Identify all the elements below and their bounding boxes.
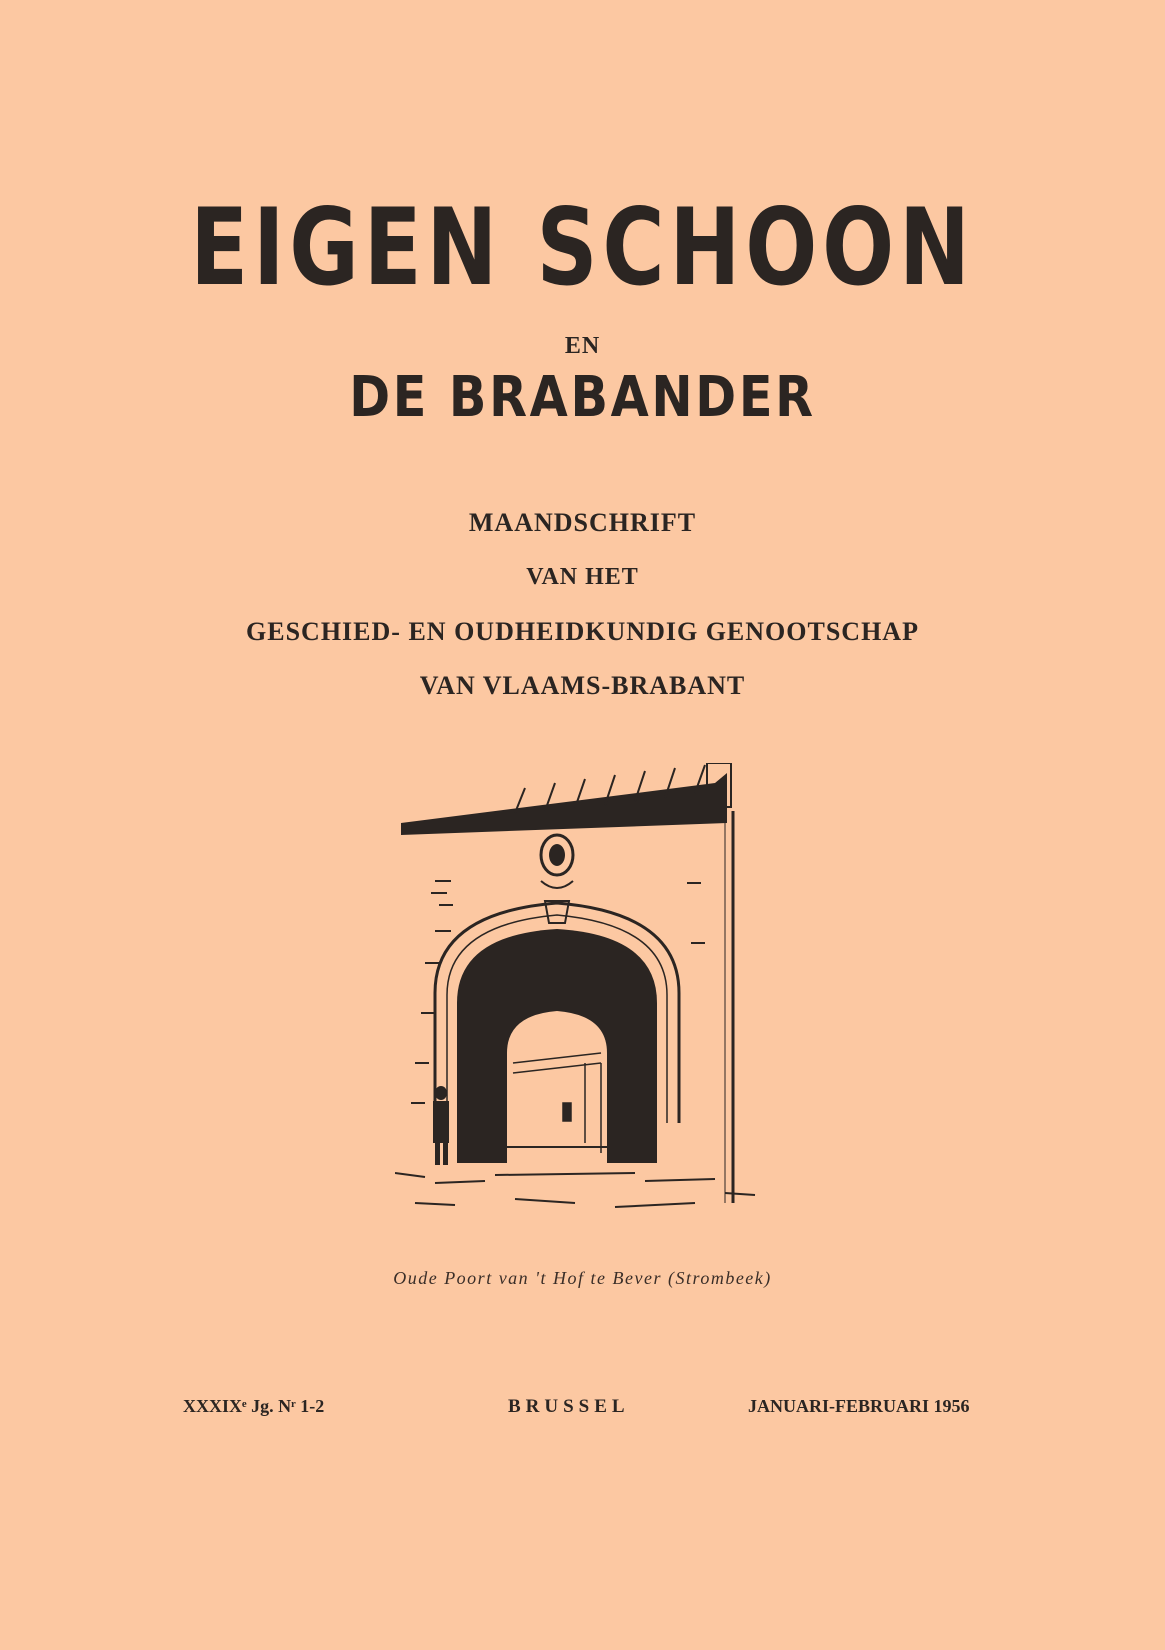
corner-cap [709, 803, 727, 811]
subtitle-line-2: VAN HET [526, 564, 639, 590]
publication-city: BRUSSEL [508, 1396, 630, 1417]
inner-arch-view [507, 1011, 607, 1163]
subtitle-line-4: VAN VLAAMS-BRABANT [419, 671, 746, 700]
ground-hatching [395, 1173, 755, 1207]
subtitle-line-3: GESCHIED- EN OUDHEIDKUNDIG GENOOTSCHAP [246, 617, 919, 646]
journal-title-second: DE BRABANDER [349, 365, 816, 430]
illustration-caption: Oude Poort van 't Hof te Bever (Strombeek) [393, 1268, 772, 1288]
gateway-illustration [395, 763, 767, 1225]
medallion-base [541, 881, 573, 888]
journal-title: EIGEN SCHOON [190, 186, 975, 309]
subtitle-line-1: MAANDSCHRIFT [468, 508, 697, 537]
issue-date: JANUARI-FEBRUARI 1956 [748, 1396, 970, 1416]
roof-band [401, 773, 727, 835]
title-connector: EN [564, 333, 601, 359]
issue-number: XXXIXᵉ Jg. Nʳ 1-2 [183, 1396, 325, 1416]
medallion-center [549, 844, 565, 866]
